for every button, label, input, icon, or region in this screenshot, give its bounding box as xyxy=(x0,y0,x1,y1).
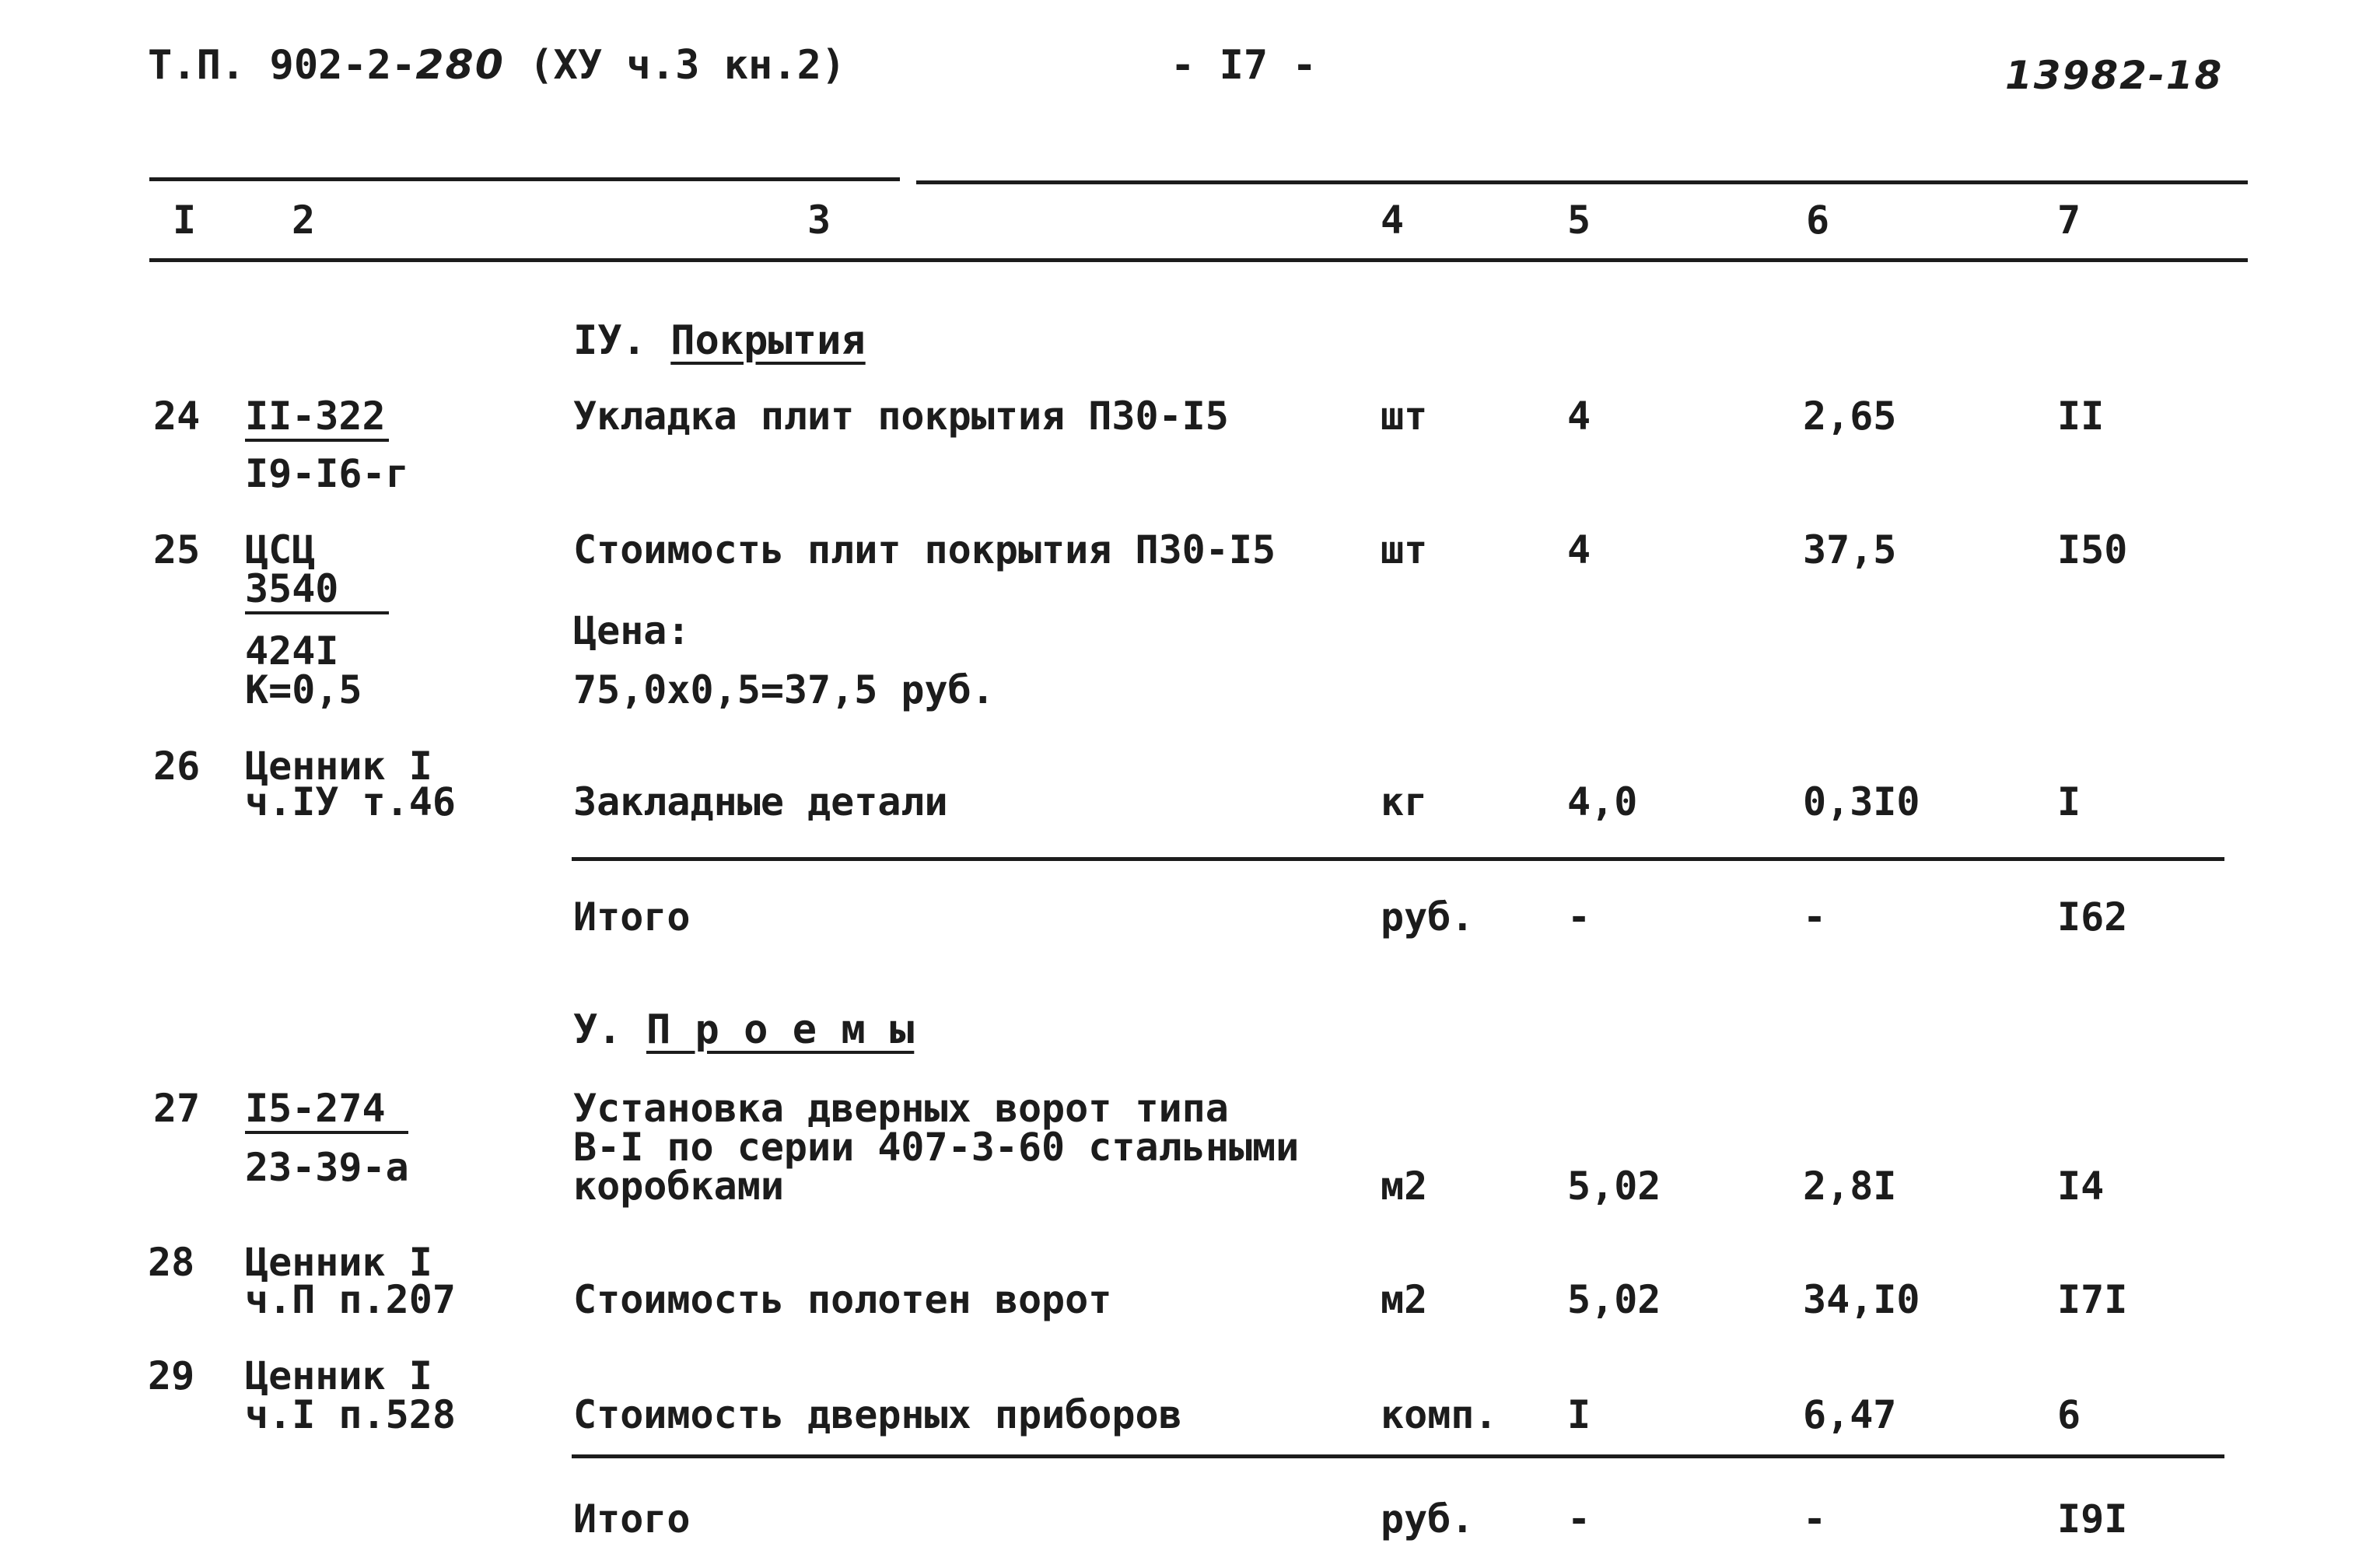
norm-reference: Ценник I xyxy=(245,1353,432,1398)
work-description: Стоимость плит покрытия П30-I5 xyxy=(573,527,1276,572)
norm-reference: II-322 xyxy=(245,394,386,439)
column-header: I xyxy=(173,198,197,243)
subtotal-rule xyxy=(572,857,2224,861)
total-cost-cell: I7I xyxy=(2057,1277,2128,1322)
unit-price-cell: 2,8I xyxy=(1803,1164,1897,1209)
norm-reference: Ценник I xyxy=(245,1240,432,1285)
norm-reference: I9-I6-г xyxy=(245,451,409,496)
header-bottom-rule xyxy=(149,258,2248,262)
fraction-line xyxy=(245,439,389,442)
row-number: 28 xyxy=(148,1240,195,1285)
quantity-cell: 5,02 xyxy=(1567,1164,1661,1209)
norm-reference: 23-39-а xyxy=(245,1145,409,1190)
section-heading xyxy=(573,1006,915,1053)
work-description: Стоимость дверных приборов xyxy=(573,1392,1182,1437)
quantity-cell: - xyxy=(1567,1496,1591,1542)
unit-price-cell: 6,47 xyxy=(1803,1392,1897,1437)
total-cost-cell: I9I xyxy=(2057,1496,2128,1542)
work-description: В-I по серии 407-3-60 стальными xyxy=(573,1125,1300,1170)
total-cost-cell: 6 xyxy=(2057,1392,2081,1437)
document-code-suffix: (ХУ ч.3 кн.2) xyxy=(529,42,846,89)
page-number: - I7 - xyxy=(1171,42,1317,89)
section-heading xyxy=(573,317,866,364)
document-code-handwritten: 280 xyxy=(415,42,505,89)
subtotal-rule xyxy=(572,1454,2224,1458)
quantity-cell: 5,02 xyxy=(1567,1277,1661,1322)
unit-price-cell: 34,I0 xyxy=(1803,1277,1920,1322)
document-code xyxy=(148,42,846,89)
unit-cell: кг xyxy=(1381,779,1428,824)
total-cost-cell: I50 xyxy=(2057,527,2128,572)
norm-reference: 424I xyxy=(245,628,339,674)
work-description: Установка дверных ворот типа xyxy=(573,1086,1229,1131)
header-top-rule-left xyxy=(149,177,900,181)
unit-cell: м2 xyxy=(1381,1164,1428,1209)
row-number: 25 xyxy=(153,527,201,572)
total-cost-cell: II xyxy=(2057,394,2105,439)
column-header: 7 xyxy=(2057,198,2081,243)
work-description: 75,0х0,5=37,5 руб. xyxy=(573,667,995,712)
row-number: 26 xyxy=(153,744,201,789)
unit-price-cell: 2,65 xyxy=(1803,394,1897,439)
quantity-cell: I xyxy=(1567,1392,1591,1437)
quantity-cell: 4,0 xyxy=(1567,779,1638,824)
work-description: Закладные детали xyxy=(573,779,948,824)
work-description: Укладка плит покрытия П30-I5 xyxy=(573,394,1229,439)
subtotal-label: Итого xyxy=(573,894,691,940)
unit-price-cell: 37,5 xyxy=(1803,527,1897,572)
quantity-cell: 4 xyxy=(1567,527,1591,572)
norm-reference: Ценник I xyxy=(245,744,432,789)
unit-cell: руб. xyxy=(1381,894,1475,940)
unit-cell: шт xyxy=(1381,527,1428,572)
column-header: 4 xyxy=(1381,198,1405,243)
column-header: 3 xyxy=(807,198,831,243)
unit-cell: комп. xyxy=(1381,1392,1498,1437)
norm-reference: I5-274 xyxy=(245,1086,386,1131)
unit-price-cell: - xyxy=(1803,894,1827,940)
unit-cell: шт xyxy=(1381,394,1428,439)
quantity-cell: - xyxy=(1567,894,1591,940)
subtotal-label: Итого xyxy=(573,1496,691,1542)
quantity-cell: 4 xyxy=(1567,394,1591,439)
column-header: 2 xyxy=(292,198,316,243)
unit-cell: м2 xyxy=(1381,1277,1428,1322)
norm-reference: ч.I п.528 xyxy=(245,1392,456,1437)
total-cost-cell: I62 xyxy=(2057,894,2128,940)
row-number: 27 xyxy=(153,1086,201,1131)
row-number: 24 xyxy=(153,394,201,439)
unit-price-cell: - xyxy=(1803,1496,1827,1542)
section-numeral: У. xyxy=(573,1006,622,1053)
section-title: Покрытия xyxy=(670,317,866,364)
norm-reference: ЦСЦ xyxy=(245,527,316,572)
document-code-prefix: Т.П. 902-2- xyxy=(148,42,416,89)
work-description: Стоимость полотен ворот xyxy=(573,1277,1112,1322)
norm-reference: ч.IУ т.46 xyxy=(245,779,456,824)
norm-reference: ч.П п.207 xyxy=(245,1277,456,1322)
column-header: 6 xyxy=(1806,198,1830,243)
unit-price-cell: 0,3I0 xyxy=(1803,779,1920,824)
section-numeral: IУ. xyxy=(573,317,646,364)
fraction-line xyxy=(245,1131,408,1134)
work-description: Цена: xyxy=(573,608,691,653)
work-description: коробками xyxy=(573,1164,784,1209)
header-top-rule-right xyxy=(916,180,2248,184)
section-title: П р о е м ы xyxy=(646,1006,915,1053)
norm-reference: К=0,5 xyxy=(245,667,362,712)
total-cost-cell: I xyxy=(2057,779,2081,824)
unit-cell: руб. xyxy=(1381,1496,1475,1542)
norm-reference: 3540 xyxy=(245,566,339,611)
column-header: 5 xyxy=(1567,198,1591,243)
archive-number: 13982-18 xyxy=(2005,53,2224,98)
fraction-line xyxy=(245,611,389,614)
row-number: 29 xyxy=(148,1353,195,1398)
total-cost-cell: I4 xyxy=(2057,1164,2105,1209)
